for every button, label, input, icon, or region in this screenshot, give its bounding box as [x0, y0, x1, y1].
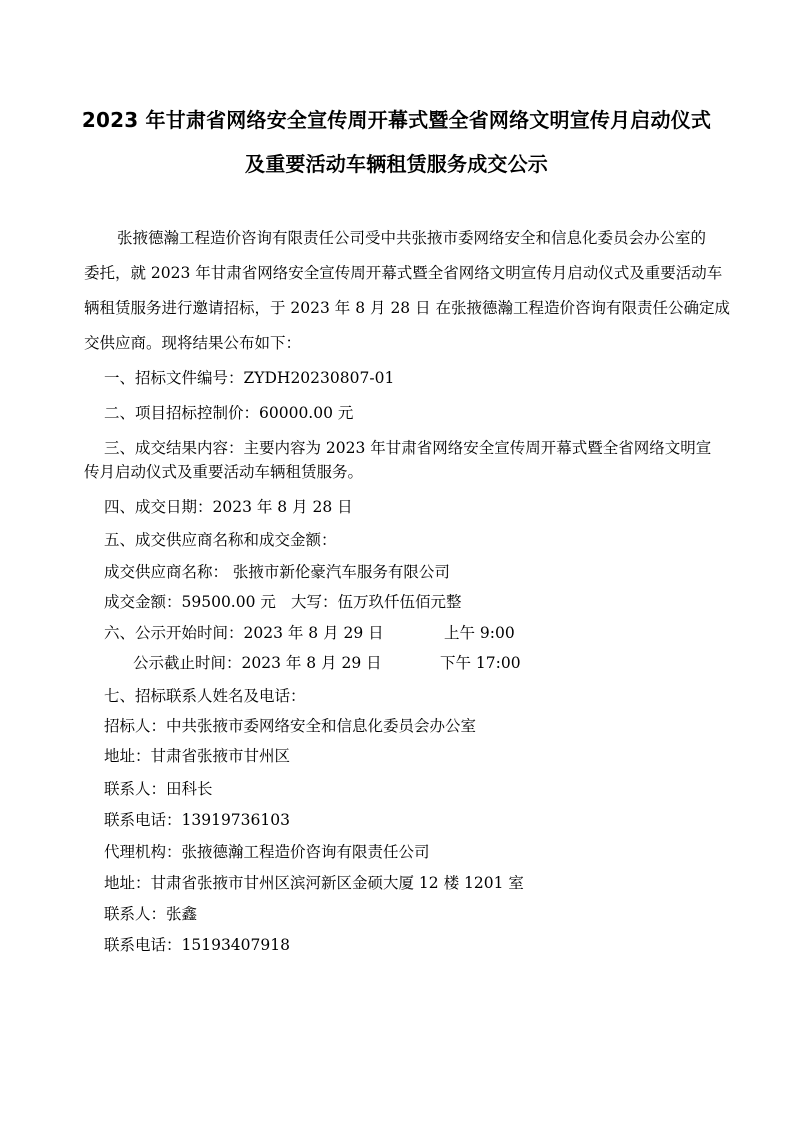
- agency-phone: 联系电话：15193407918: [104, 936, 290, 954]
- tenderer-name: 招标人：中共张掖市委网络安全和信息化委员会办公室: [104, 717, 477, 735]
- supplier-heading: 五、成交供应商名称和成交金额：: [104, 531, 337, 549]
- tenderer-phone: 联系电话：13919736103: [104, 811, 290, 829]
- agency-address: 地址：甘肃省张掖市甘州区滨河新区金硕大厦 12 楼 1201 室: [104, 874, 524, 892]
- deal-content-line-2: 传月启动仪式及重要活动车辆租赁服务。: [84, 463, 364, 481]
- deal-amount: 成交金额：59500.00 元: [104, 593, 276, 611]
- intro-line-4: 交供应商。现将结果公布如下：: [84, 334, 302, 352]
- tenderer-address: 地址：甘肃省张掖市甘州区: [104, 747, 291, 765]
- control-price: 二、项目招标控制价：60000.00 元: [104, 404, 354, 422]
- intro-line-3: 辆租赁服务进行邀请招标，于 2023 年 8 月 28 日 在张掖德瀚工程造价咨询有限责任公确定成: [84, 299, 731, 317]
- notice-start-date: 六、公示开始时间：2023 年 8 月 29 日: [104, 624, 384, 642]
- document-title-line-1: 2023 年甘肃省网络安全宣传周开幕式暨全省网络文明宣传月启动仪式: [81, 108, 712, 132]
- deal-content-line-1: 三、成交结果内容：主要内容为 2023 年甘肃省网络安全宣传周开幕式暨全省网络文明宣: [104, 439, 712, 457]
- intro-line-2: 委托，就 2023 年甘肃省网络安全宣传周开幕式暨全省网络文明宣传月启动仪式及重要活动车: [84, 264, 723, 282]
- intro-line-1: 张掖德瀚工程造价咨询有限责任公司受中共张掖市委网络安全和信息化委员会办公室的: [117, 229, 707, 247]
- agency-name: 代理机构：张掖德瀚工程造价咨询有限责任公司: [104, 843, 430, 861]
- contact-heading: 七、招标联系人姓名及电话：: [104, 687, 306, 705]
- deal-date: 四、成交日期：2023 年 8 月 28 日: [104, 498, 353, 516]
- notice-start-time: 上午 9:00: [444, 624, 515, 642]
- tender-doc-number: 一、招标文件编号：ZYDH20230807-01: [104, 369, 395, 387]
- deal-amount-capital: 大写：伍万玖仟伍佰元整: [291, 593, 462, 611]
- supplier-name: 成交供应商名称： 张掖市新伦豪汽车服务有限公司: [104, 563, 450, 581]
- tenderer-contact: 联系人：田科长: [104, 780, 213, 798]
- notice-end-time: 下午 17:00: [440, 654, 521, 672]
- notice-end-date: 公示截止时间：2023 年 8 月 29 日: [133, 654, 382, 672]
- document-title-line-2: 及重要活动车辆租赁服务成交公示: [245, 152, 548, 176]
- agency-contact: 联系人：张鑫: [104, 905, 198, 923]
